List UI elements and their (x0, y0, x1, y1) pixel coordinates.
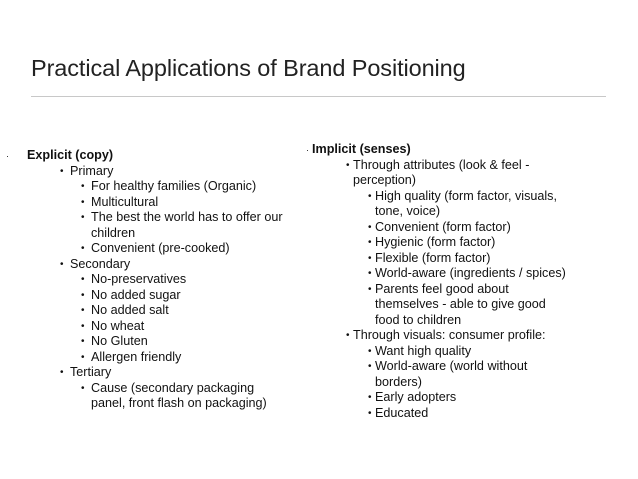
primary-item (6, 164, 306, 180)
bullet: • (81, 212, 85, 223)
slide-title: Practical Applications of Brand Positioning (31, 55, 466, 81)
list-item (6, 303, 306, 319)
list-item-text: For healthy families (Organic) (91, 179, 257, 193)
list-item-text: No-preservatives (91, 272, 187, 286)
attributes-label: Through attributes (look & feel - (353, 157, 530, 172)
bullet: • (81, 274, 85, 285)
list-item-text: Allergen friendly (91, 349, 182, 364)
attributes-item (306, 158, 596, 174)
implicit-heading: Implicit (senses) (312, 142, 411, 156)
list-item-text: themselves - able to give good (375, 297, 546, 311)
level1-bullet: · (6, 151, 9, 161)
list-item (306, 235, 596, 251)
list-item-text: tone, voice) (375, 204, 441, 218)
list-item-text: children (91, 225, 136, 240)
bullet: • (81, 320, 85, 332)
bullet: • (60, 367, 64, 378)
title-divider (31, 96, 606, 97)
visuals-item (306, 328, 596, 344)
bullet: • (81, 336, 85, 347)
list-item (6, 381, 306, 397)
list-item (6, 210, 306, 226)
attributes-item-continuation (306, 173, 596, 189)
list-item-text: Flexible (form factor) (375, 250, 491, 265)
list-item-text: No added salt (91, 303, 169, 317)
bullet: • (368, 221, 372, 233)
bullet: • (81, 181, 85, 192)
bullet: • (81, 305, 85, 316)
list-item (6, 241, 306, 257)
list-item (306, 344, 596, 360)
bullet: • (346, 159, 350, 171)
implicit-column (306, 142, 596, 421)
bullet: • (60, 258, 64, 270)
list-item (6, 319, 306, 335)
bullet: • (368, 361, 372, 372)
list-item-text: No Gluten (91, 334, 148, 348)
explicit-heading: Explicit (copy) (27, 148, 114, 162)
explicit-heading-item (6, 148, 306, 164)
attributes-label-cont: perception) (353, 173, 417, 187)
bullet: • (81, 196, 85, 208)
level1-bullet: · (306, 145, 309, 155)
implicit-heading-item (306, 142, 596, 158)
bullet: • (81, 351, 85, 363)
list-item (306, 189, 596, 205)
tertiary-item (6, 365, 306, 381)
bullet: • (81, 243, 85, 254)
bullet: • (368, 345, 372, 357)
bullet: • (368, 407, 372, 419)
secondary-item (6, 257, 306, 273)
list-item (6, 179, 306, 195)
tertiary-label: Tertiary (70, 365, 112, 379)
list-item (306, 251, 596, 267)
bullet: • (368, 392, 372, 403)
bullet: • (81, 289, 85, 301)
list-item (6, 350, 306, 366)
bullet: • (368, 283, 372, 295)
list-item (306, 390, 596, 406)
list-item-text: Convenient (form factor) (375, 219, 511, 234)
list-item-text: The best the world has to offer our (91, 210, 283, 224)
bullet: • (368, 237, 372, 248)
list-item-text: World-aware (ingredients / spices) (375, 266, 566, 280)
list-item-text: Multicultural (91, 194, 159, 209)
list-item-continuation (6, 226, 306, 242)
bullet: • (368, 268, 372, 279)
list-item (306, 282, 596, 298)
list-item-text: Cause (secondary packaging (91, 380, 255, 395)
list-item (6, 288, 306, 304)
list-item-text: food to children (375, 312, 462, 327)
bullet: • (60, 165, 64, 177)
list-item-text: Parents feel good about (375, 281, 509, 296)
bullet: • (368, 190, 372, 202)
list-item (6, 334, 306, 350)
list-item-text: Early adopters (375, 390, 457, 404)
bullet: • (368, 252, 372, 264)
list-item (306, 359, 596, 375)
explicit-column (6, 148, 306, 412)
bullet: • (81, 382, 85, 394)
list-item-text: Convenient (pre-cooked) (91, 241, 230, 255)
list-item-text: World-aware (world without (375, 359, 528, 373)
list-item (306, 266, 596, 282)
visuals-label: Through visuals: consumer profile: (353, 328, 546, 342)
list-item-text: borders) (375, 374, 422, 389)
secondary-label: Secondary (70, 256, 131, 271)
list-item-text: High quality (form factor, visuals, (375, 188, 557, 203)
primary-label: Primary (70, 163, 114, 178)
list-item (306, 406, 596, 422)
list-item-text: No wheat (91, 318, 145, 333)
list-item-text: Hygienic (form factor) (375, 235, 496, 249)
list-item (306, 220, 596, 236)
list-item-continuation (306, 297, 596, 313)
list-item-text: Want high quality (375, 343, 472, 358)
list-item (6, 272, 306, 288)
bullet: • (346, 330, 350, 341)
list-item-text: No added sugar (91, 287, 181, 302)
list-item-continuation (6, 396, 306, 412)
list-item-continuation (306, 375, 596, 391)
list-item-continuation (306, 204, 596, 220)
list-item-continuation (306, 313, 596, 329)
list-item-text: Educated (375, 405, 429, 420)
list-item-text: panel, front flash on packaging) (91, 396, 267, 410)
list-item (6, 195, 306, 211)
